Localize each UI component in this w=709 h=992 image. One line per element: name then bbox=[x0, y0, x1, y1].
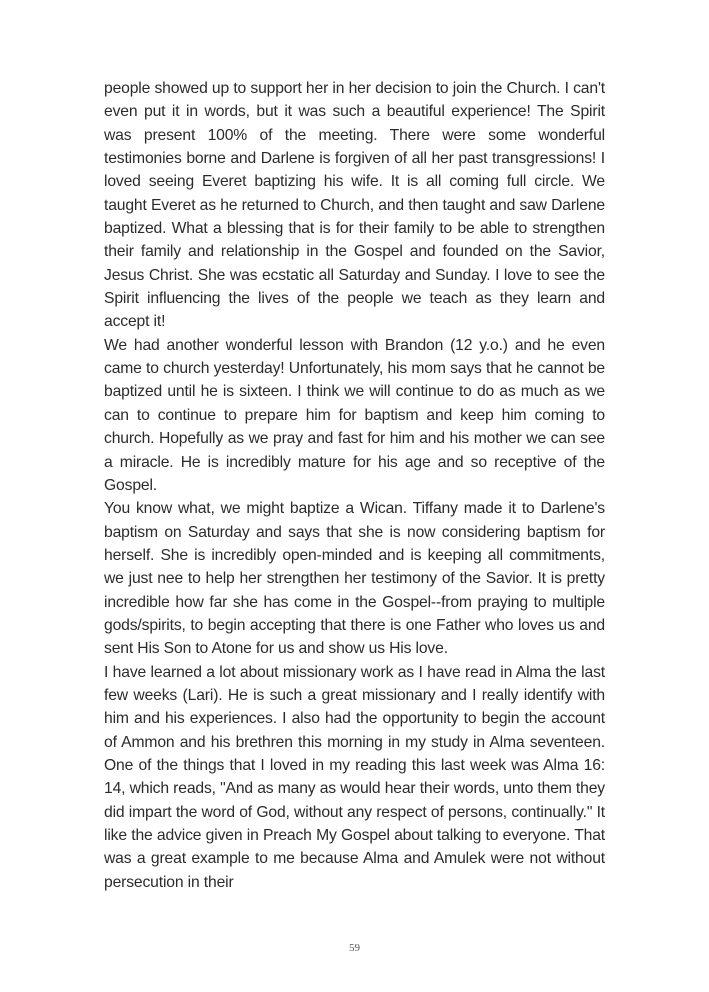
paragraph-brandon-lesson: We had another wonderful lesson with Brandon (12 y.o.) and he even came to church yesterday! Unfortunately, his mom says that he cannot be baptized until he is sixteen. I think we will continue to do as much as we can to continue to prepare him for baptism and keep him coming to church. Hopefully as we pray and fast for him and his mother we can see a miracle. He is incredibly mature for his age and so receptive of the Gospel. bbox=[104, 336, 605, 494]
paragraph-tiffany: You know what, we might baptize a Wican. Tiffany made it to Darlene's baptism on Saturday and says that she is now considering baptism for herself. She is incredibly open-minded and is keeping all commitments, we just nee to help her strengthen her testimony of the Savior. It is pretty incredible how far she has come in the Gospel--from praying to multiple gods/spirits, to begin accepting that there is one Father who loves us and sent His Son to Atone for us and show us His love. bbox=[104, 500, 605, 658]
body-text bbox=[104, 77, 605, 894]
page-number: 59 bbox=[349, 942, 360, 954]
paragraph-baptism-experience: people showed up to support her in her decision to join the Church. I can't even put it in words, but it was such a beautiful experience! The Spirit was present 100% of the meeting. There were some wonderful testimonies borne and Darlene is forgiven of all her past transgressions! I loved seeing Everet baptizing his wife. It is all coming full circle. We taught Everet as he returned to Church, and then taught and saw Darlene baptized. What a blessing that is for their family to be able to strengthen their family and relationship in the Gospel and founded on the Savior, Jesus Christ. She was ecstatic all Saturday and Sunday. I love to see the Spirit influencing the lives of the people we teach as they learn and accept it! bbox=[104, 80, 605, 331]
paragraph-alma-study: I have learned a lot about missionary work as I have read in Alma the last few weeks (Lari). He is such a great missionary and I really identify with him and his experiences. I also had the opportunity to begin the account of Ammon and his brethren this morning in my study in Alma seventeen. One of the things that I loved in my reading this last week was Alma 16: 14, which reads, "And as many as would hear their words, unto them they did impart the word of God, without any respect of persons, continually." It like the advice given in Preach My Gospel about talking to everyone. That was a great example to me because Alma and Amulek were not without persecution in their bbox=[104, 663, 605, 891]
